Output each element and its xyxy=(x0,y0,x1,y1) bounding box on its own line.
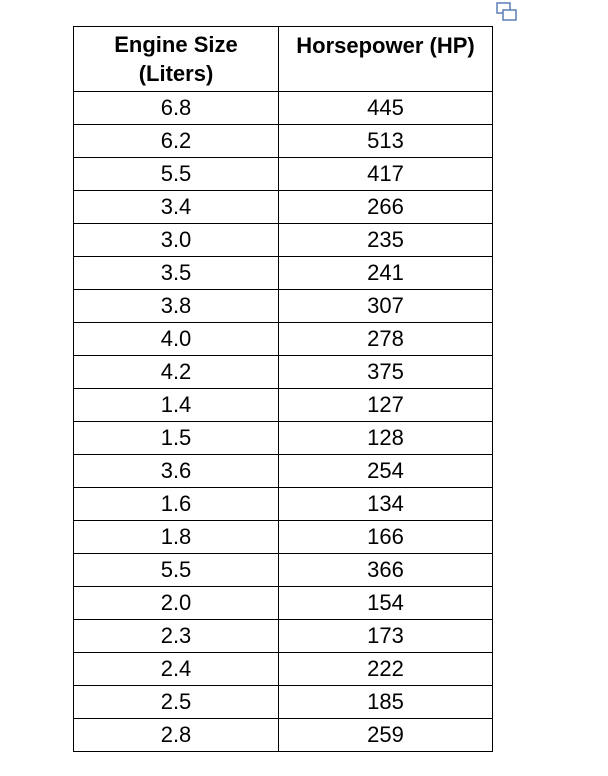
engine-size-cell: 3.4 xyxy=(74,191,279,224)
engine-size-cell: 1.5 xyxy=(74,422,279,455)
engine-size-cell: 3.6 xyxy=(74,455,279,488)
engine-size-cell: 2.3 xyxy=(74,620,279,653)
horsepower-cell: 222 xyxy=(279,653,493,686)
table-row xyxy=(74,92,493,125)
engine-size-cell: 4.0 xyxy=(74,323,279,356)
engine-size-cell: 1.6 xyxy=(74,488,279,521)
table-row xyxy=(74,620,493,653)
engine-size-cell: 3.0 xyxy=(74,224,279,257)
header-horsepower-label: Horsepower (HP) xyxy=(296,33,475,58)
engine-size-cell: 6.8 xyxy=(74,92,279,125)
engine-size-cell: 4.2 xyxy=(74,356,279,389)
horsepower-cell: 278 xyxy=(279,323,493,356)
horsepower-cell: 259 xyxy=(279,719,493,752)
horsepower-cell: 513 xyxy=(279,125,493,158)
engine-size-cell: 2.0 xyxy=(74,587,279,620)
engine-size-cell: 6.2 xyxy=(74,125,279,158)
table-row xyxy=(74,224,493,257)
header-engine-size xyxy=(74,27,279,92)
horsepower-cell: 254 xyxy=(279,455,493,488)
table-body xyxy=(74,92,493,752)
table-row xyxy=(74,290,493,323)
horsepower-cell: 127 xyxy=(279,389,493,422)
horsepower-cell: 366 xyxy=(279,554,493,587)
engine-size-cell: 2.8 xyxy=(74,719,279,752)
engine-size-cell: 2.5 xyxy=(74,686,279,719)
header-horsepower xyxy=(279,27,493,92)
copy-icon[interactable] xyxy=(496,2,518,22)
horsepower-cell: 134 xyxy=(279,488,493,521)
table-row xyxy=(74,356,493,389)
table-row xyxy=(74,521,493,554)
horsepower-cell: 266 xyxy=(279,191,493,224)
header-engine-line1: Engine Size xyxy=(114,32,238,57)
table-row xyxy=(74,422,493,455)
table-row xyxy=(74,158,493,191)
engine-size-cell: 1.4 xyxy=(74,389,279,422)
engine-size-cell: 5.5 xyxy=(74,158,279,191)
table-row xyxy=(74,719,493,752)
table-row xyxy=(74,587,493,620)
engine-horsepower-table xyxy=(73,26,493,752)
table-row xyxy=(74,191,493,224)
horsepower-cell: 307 xyxy=(279,290,493,323)
horsepower-cell: 128 xyxy=(279,422,493,455)
horsepower-cell: 445 xyxy=(279,92,493,125)
table-row xyxy=(74,257,493,290)
engine-size-cell: 2.4 xyxy=(74,653,279,686)
table-row xyxy=(74,554,493,587)
header-engine-line2: (Liters) xyxy=(138,61,214,86)
horsepower-cell: 185 xyxy=(279,686,493,719)
engine-size-cell: 3.8 xyxy=(74,290,279,323)
table-row xyxy=(74,653,493,686)
horsepower-cell: 241 xyxy=(279,257,493,290)
horsepower-cell: 417 xyxy=(279,158,493,191)
engine-size-cell: 5.5 xyxy=(74,554,279,587)
table-row xyxy=(74,488,493,521)
horsepower-cell: 375 xyxy=(279,356,493,389)
table-row xyxy=(74,125,493,158)
table-row xyxy=(74,686,493,719)
engine-size-cell: 1.8 xyxy=(74,521,279,554)
table-row xyxy=(74,389,493,422)
horsepower-cell: 166 xyxy=(279,521,493,554)
horsepower-cell: 173 xyxy=(279,620,493,653)
table-row xyxy=(74,323,493,356)
header-row xyxy=(74,27,493,92)
table-row xyxy=(74,455,493,488)
engine-size-cell: 3.5 xyxy=(74,257,279,290)
horsepower-cell: 154 xyxy=(279,587,493,620)
horsepower-cell: 235 xyxy=(279,224,493,257)
